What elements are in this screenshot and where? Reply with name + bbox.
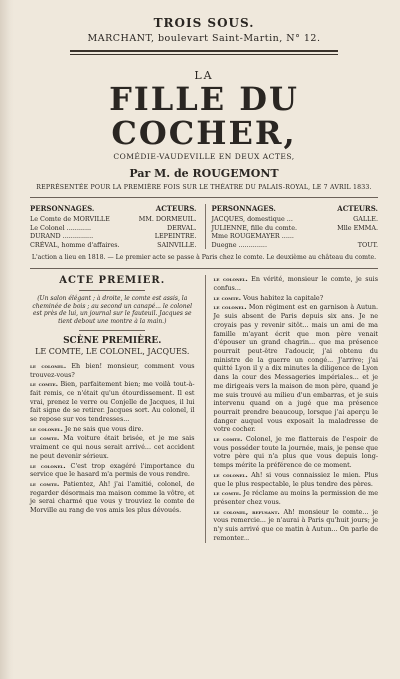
actor-name: LEPEINTRE.: [154, 232, 197, 241]
speaker-name: le colonel.: [213, 275, 248, 284]
actor-name: DERVAL.: [167, 223, 197, 232]
dialogue-line: [214, 489, 379, 506]
role-name: CRÉVAL, homme d'affaires.: [30, 240, 120, 249]
divider: [30, 268, 378, 269]
dialogue-line: [214, 508, 379, 543]
cast-column-left: [30, 204, 197, 249]
role-name: Mme ROUGEMAYER ......: [211, 232, 294, 241]
dialogue-line: [214, 294, 379, 303]
divider: [79, 290, 145, 291]
dialogue-text: Patientez, Ah! j'ai l'amitié, colonel, de regarder désormais ma maison comme la vôtre, et je serai charmé que vous y trouviez le comte de Morville au rang de vos amis les plus dévoués.: [30, 480, 195, 515]
dialogue-text: Ma voiture était brisée, et je me sais vraiment ce qui nous serait arrivé... cet accident ne peut devenir sérieux.: [30, 434, 195, 460]
speaker-name: le comte.: [30, 480, 60, 488]
personnages-heading: PERSONNAGES.: [30, 204, 95, 213]
publisher-line: MARCHANT, boulevart Saint-Martin, N° 12.: [87, 33, 321, 44]
speaker-name: le colonel.: [213, 470, 248, 479]
dialogue-line: [30, 362, 195, 379]
dialogue-line: [214, 303, 379, 434]
actor-name: MM. DORMEUIL.: [138, 215, 197, 223]
dialogue-text: Ah! monsieur le comte... je vous remercie... je n'aurai à Paris qu'huit jours; je n'y suis arrivé que ce matin à Autun... On parle de remonter...: [213, 507, 378, 542]
text-columns: [30, 275, 378, 543]
divider: [30, 197, 378, 198]
cast-row: [212, 232, 379, 241]
cast-list: [30, 204, 378, 249]
actor-name: Mlle EMMA.: [337, 223, 378, 232]
speaker-name: le colonel.: [30, 461, 66, 470]
dialogue-line: [214, 275, 379, 292]
cast-row: [30, 215, 197, 224]
right-text-column: [205, 275, 379, 543]
speaker-name: le comte.: [213, 489, 242, 498]
dialogue-text: Mon régiment est en garnison à Autun. Je suis absent de Paris depuis six ans. Je ne croyais pas y revenir sitôt... mais un ami de ma famille m'ayant écrit que mon père venait d'épouser un grand chagrin... que ma présence pourrait peut-être l'adoucir, j'ai obtenu du ministre de la guerre un congé... J'arrive; j'ai quitté Lyon il y a dix minutes la diligence de Lyon dans la cour des Messageries impériales... et je me dirigeais vers la maison de mon père, quand je me suis trouvé au milieu d'un embarras, et je suis intervenu quand on a jugé que ma présence pourrait prendre beaucoup, lorsque j'ai aperçu le danger auquel vous exposait la maladresse de votre cocher.: [213, 303, 378, 434]
cast-column-right: [205, 204, 379, 249]
personnages-heading: PERSONNAGES.: [211, 204, 276, 213]
price-line: TROIS SOUS.: [153, 16, 255, 30]
stage-direction: (Un salon élégant ; à droite, le comte est assis, la cheminée de bois ; au second un canapé... le colonel est près de lui, un journal sur le fauteuil. Jacques se tient debout une montre à la main.): [32, 295, 193, 325]
dialogue-text: Je réclame au moins la permission de me présenter chez vous.: [213, 489, 378, 506]
actor-name: GALLE.: [353, 215, 378, 223]
setting-note: L'action a lieu en 1818. — Le premier acte se passe à Paris chez le comte. Le deuxième au château du comte.: [31, 254, 377, 262]
speaker-name: le colonel, refusant.: [213, 507, 280, 516]
cast-header: [212, 204, 379, 213]
role-name: Le Colonel ............: [30, 223, 92, 232]
cast-row: [30, 232, 197, 241]
left-text-column: [30, 275, 195, 543]
speaker-name: le colonel.: [213, 303, 247, 312]
speaker-name: le colonel.: [30, 424, 63, 433]
speaker-name: le comte.: [213, 293, 241, 302]
scene-heading: SCÈNE PREMIÈRE.: [63, 336, 162, 347]
speaker-name: le comte.: [30, 434, 60, 443]
dialogue-line: [214, 435, 379, 470]
dialogue-text: Vous habitez la capitale?: [242, 293, 324, 302]
dialogue-text: En vérité, monsieur le comte, je suis confus...: [213, 275, 378, 293]
divider: [79, 330, 145, 331]
dialogue-line: [30, 380, 195, 424]
speaker-name: le colonel.: [30, 361, 67, 370]
cast-row: [30, 224, 197, 233]
dialogue-text: Je ne sais que vous dire.: [64, 424, 144, 433]
dialogue-line: [30, 425, 195, 434]
scene-characters: LE COMTE, LE COLONEL, JACQUES.: [35, 347, 190, 357]
dialogue-text: Colonel, je me flatterais de l'espoir de vous posséder toute la journée, mais, je pense que votre père qui n'a plus que vous depuis long-temps mérite la préférence de ce moment.: [213, 435, 378, 470]
dialogue-text: Bien, parfaitement bien; me voilà tout-à-fait remis, ce n'était qu'un étourdissement. Il est vrai, prenez le verre ou Conjelle de Jacques, il lui fait signe de se retirer. Jacques sort. Au colonel, il se repose sur vos tendresses...: [30, 380, 195, 424]
speaker-name: le comte.: [213, 435, 243, 444]
role-name: JULIENNE, fille du comte.: [211, 223, 298, 232]
dialogue-text: Ah! si vous connaissiez le mien. Plus que le plus respectable, le plus tendre des pères.: [213, 470, 378, 488]
cast-row: [212, 215, 379, 224]
role-name: JACQUES, domestique ...: [211, 215, 293, 223]
dialogue-text: C'est trop exagéré l'importance du service que le hasard m'a permis de vous rendre.: [30, 461, 195, 479]
performance-line: REPRÉSENTÉE POUR LA PREMIÈRE FOIS SUR LE THÉATRE DU PALAIS-ROYAL, LE 7 AVRIL 1833.: [36, 184, 372, 191]
act-heading: ACTE PREMIER.: [59, 275, 166, 287]
cast-row: [212, 224, 379, 233]
actor-name: SAINVILLE.: [157, 240, 197, 249]
main-title: FILLE DU COCHER,: [109, 80, 299, 152]
actor-name: TOUT.: [357, 240, 378, 249]
binding-gutter: [0, 0, 14, 679]
acteurs-heading: ACTEURS.: [337, 204, 378, 213]
acteurs-heading: ACTEURS.: [155, 204, 197, 213]
cast-row: [30, 241, 197, 250]
role-name: Duegne ..............: [211, 240, 267, 249]
cast-header: [30, 204, 197, 213]
genre-line: COMÉDIE-VAUDEVILLE EN DEUX ACTES,: [113, 152, 295, 161]
dialogue-line: [30, 480, 195, 515]
header-divider: [70, 50, 338, 55]
dialogue-line: [214, 471, 379, 488]
title-article: LA: [194, 69, 214, 82]
dialogue-text: Eh bien! monsieur, comment vous trouvez-vous?: [30, 361, 195, 379]
dialogue-line: [30, 462, 195, 479]
role-name: Le Comte de MORVILLE: [30, 215, 110, 223]
dialogue-line: [30, 434, 195, 460]
speaker-name: le comte.: [30, 380, 58, 389]
author-line: Par M. de ROUGEMONT: [129, 167, 279, 180]
cast-row: [212, 241, 379, 250]
role-name: DURAND ...............: [30, 232, 94, 241]
